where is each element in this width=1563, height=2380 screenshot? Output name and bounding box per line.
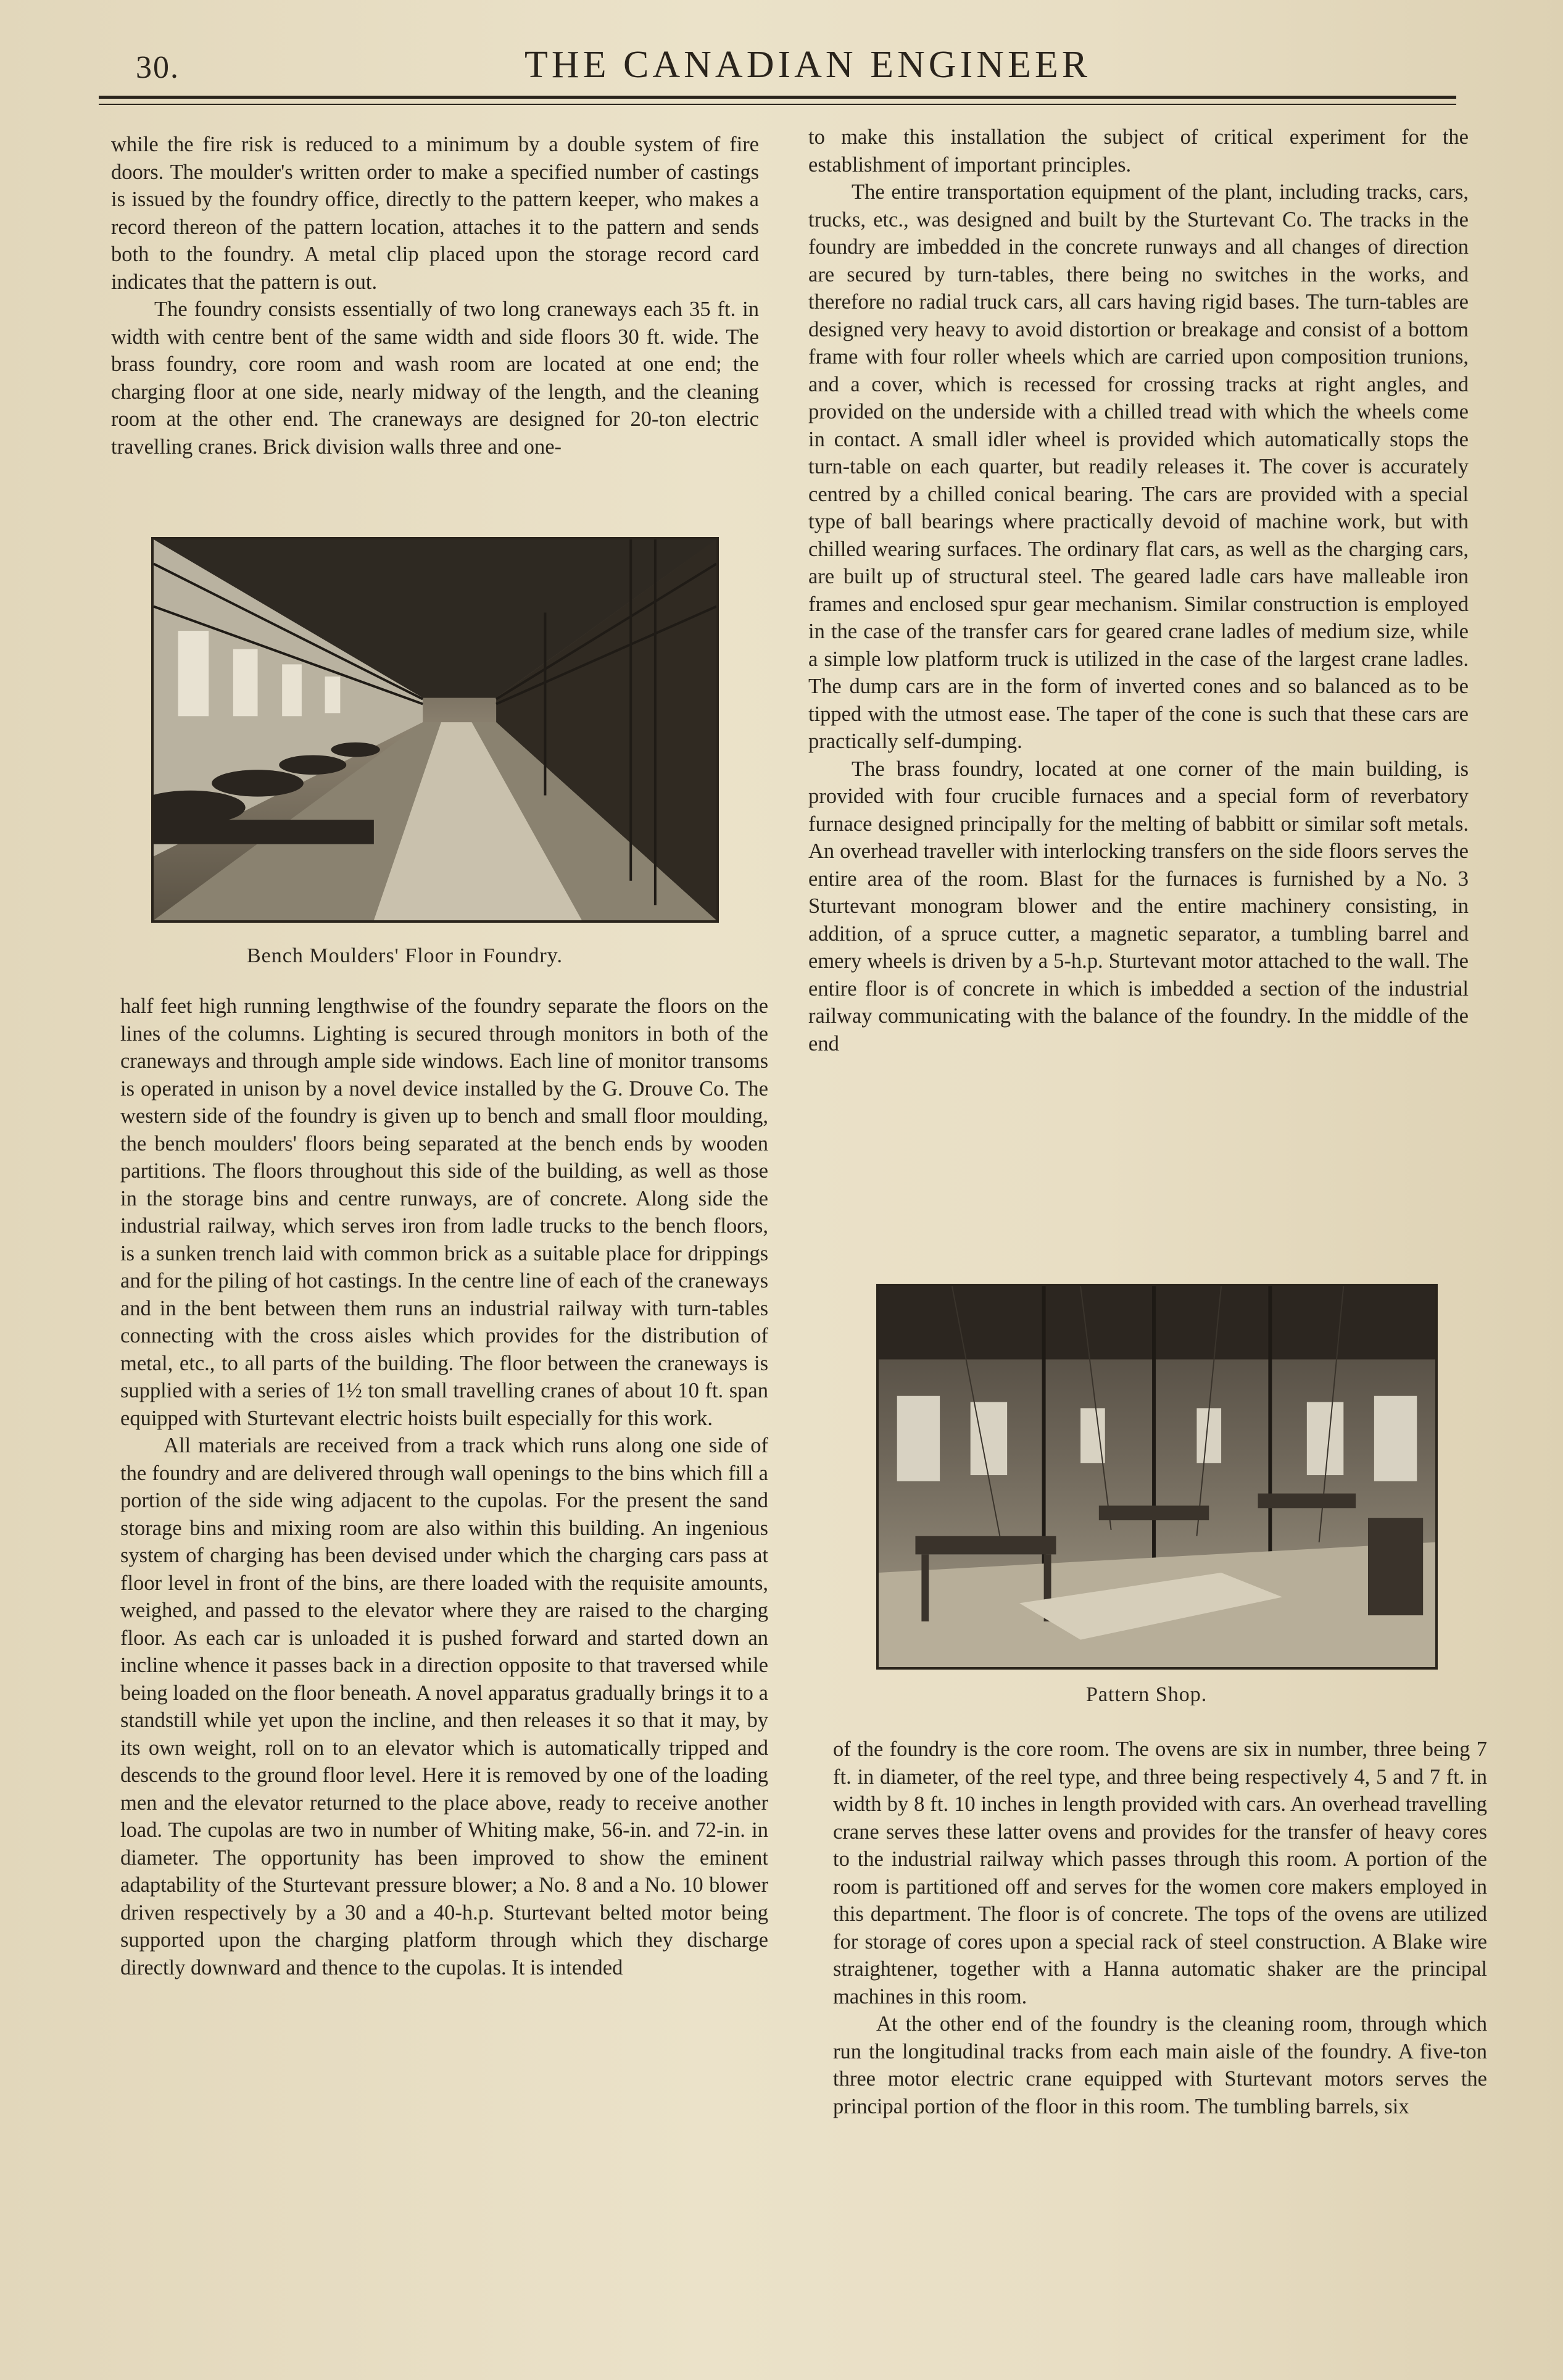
page-header [99,25,1456,105]
photo-bench-moulders-floor [151,537,719,923]
figure-caption: Bench Moulders' Floor in Foundry. [247,944,563,967]
paragraph: The entire transportation equipment of the plant, including tracks, cars, trucks, etc., was designed and built by the Sturtevant Co. The tracks in the foundry are imbedded in the concrete runways and all changes of direction are secured by turn-tables, there being no switches in the works, and therefore no radial truck cars, all cars having rigid bases. The turn-tables are designed very heavy to avoid distortion or breakage and consist of a bottom frame with four roller wheels which are carried upon composition trunions, and a cover, which is recessed for crossing tracks at right angles, and provided on the underside with a chilled tread with which the wheels come in contact. A small idler wheel is provided which automatically stops the turn-table on each quarter, but readily releases it. The cover is accurately centred by a chilled conical bearing. The cars are provided with a special type of ball bearings where practically devoid of machine work, but with chilled wearing surfaces. The ordinary flat cars, as well as the charging cars, are built up of structural steel. The geared ladle cars have malleable iron frames and enclosed spur gear mechanism. Similar construction is employed in the case of the transfer cars for geared crane ladles of medium size, while a simple low platform truck is utilized in the case of the largest crane ladles. The dump cars are in the form of inverted cones and so balanced as to be tipped with the utmost ease. The taper of the cone is such that these cars are practically self-dumping. [808,180,1469,753]
paragraph: The brass foundry, located at one corner of the main building, is provided with four crucible furnaces and a special form of reverbatory furnace designed principally for the melting of babbitt or similar soft metals. An overhead traveller with interlocking transfers on the side floors serves the entire area of the room. Blast for the furnaces is furnished by a No. 3 Sturtevant monogram blower and the entire machinery consisting, in addition, of a spruce cutter, a magnetic separator, a tumbling barrel and emery wheels is driven by a 5-h.p. Sturtevant motor attached to the wall. The entire floor is of concrete in which is imbedded a section of the industrial railway communicating with the balance of the foundry. In the middle of the end [808,757,1469,1055]
figure-caption: Pattern Shop. [1086,1683,1208,1706]
foundry-hall-photo [154,539,716,920]
paragraph: The foundry consists essentially of two long craneways each 35 ft. in width with centre bent of the same width and side floors 30 ft. wide. The brass foundry, core room and wash room are located at one end; the charging floor at one side, nearly midway of the length, and the cleaning room at the other end. The craneways are designed for 20-ton electric travelling cranes. Brick division walls three and one- [111,298,759,459]
header-rule-thin [99,104,1456,105]
paragraph: At the other end of the foundry is the cleaning room, through which run the longitudinal tracks from each main aisle of the foundry. A five-ton three motor electric crane equipped with Sturtevant motors serves the principal portion of the floor in this room. The tumbling barrels, six [833,2012,1487,2118]
page-number: 30. [136,50,180,85]
pattern-shop-photo [879,1286,1435,1667]
paragraph: of the foundry is the core room. The ovens are six in number, three being 7 ft. in diameter, of the reel type, and three being respectively 4, 5 and 7 ft. in width by 8 ft. 10 inches in length provided with cars. An overhead travelling crane serves these latter ovens and provides for the transfer of heavy cores to the industrial railway which passes through this room. A portion of the room is partitioned off and serves for the women core makers employed in this department. The floor is of concrete. The tops of the ovens are utilized for storage of cores upon a special rack of steel construction. A Blake wire straightener, together with a Hanna automatic shaker are the principal machines in this room. [833,1737,1487,2008]
header-rule [99,96,1456,99]
paragraph: All materials are received from a track which runs along one side of the foundry and are delivered through wall openings to the bins which fill a portion of the side wing adjacent to the cupolas. For the present the sand storage bins and mixing room are also within this building. An ingenious system of charging has been devised under which the charging cars pass at floor level in front of the bins, are there loaded with the requisite amounts, weighed, and passed to the elevator where they are raised to the charging floor. As each car is unloaded it is pushed forward and started down an incline whence it passes back in a direction opposite to that traversed while being loaded on the floor beneath. A novel apparatus gradually brings it to a standstill while yet upon the incline, and then releases it so that it may, by its own weight, roll on to an elevator which is automatically tripped and descends to the ground floor level. Here it is removed by one of the loading men and the elevator returned to the place above, ready to receive another load. The cupolas are two in number of Whiting make, 56-in. and 72-in. in diameter. The opportunity has been improved to show the eminent adaptability of the Sturtevant pressure blower; a No. 8 and a No. 10 blower driven respectively by a 30 and a 40-h.p. Sturtevant belted motor being supported upon the charging platform through which they discharge directly downward and thence to the cupolas. It is intended [120,1434,768,1979]
running-title: THE CANADIAN ENGINEER [524,44,1092,86]
paragraph: to make this installation the subject of critical experiment for the establishment of important principles. [808,125,1469,177]
column-1-top [111,131,759,460]
photo-pattern-shop [876,1284,1438,1670]
column-2-bottom [833,1736,1487,2120]
paragraph: while the fire risk is reduced to a minimum by a double system of fire doors. The moulder's written order to make a specified number of castings is issued by the foundry office, directly to the pattern keeper, who makes a record thereon of the pattern location, attaches it to the pattern and sends both to the foundry. A metal clip placed upon the storage record card indicates that the pattern is out. [111,133,759,294]
paragraph: half feet high running lengthwise of the foundry separate the floors on the lines of the columns. Lighting is secured through monitors in both of the craneways and through ample side windows. Each line of monitor transoms is operated in unison by a novel device installed by the G. Drouve Co. The western side of the foundry is given up to bench and small floor moulding, the bench moulders' floors being separated at the bench ends by wooden partitions. The floors throughout this side of the building, as well as those in the storage bins and centre runways, are of concrete. Along side the industrial railway, which serves iron from ladle trucks to the bench floors, is a sunken trench laid with common brick as a suitable place for drippings and for the piling of hot castings. In the centre line of each of the craneways and in the bent between them runs an industrial railway with turn-tables connecting with the cross aisles which provides for the distribution of metal, etc., to all parts of the building. The floor between the craneways is supplied with a series of 1½ ton small travelling cranes of about 10 ft. span equipped with Sturtevant electric hoists built especially for this work. [120,994,768,1430]
column-2-top [808,123,1469,1057]
column-1-bottom [120,992,768,1981]
